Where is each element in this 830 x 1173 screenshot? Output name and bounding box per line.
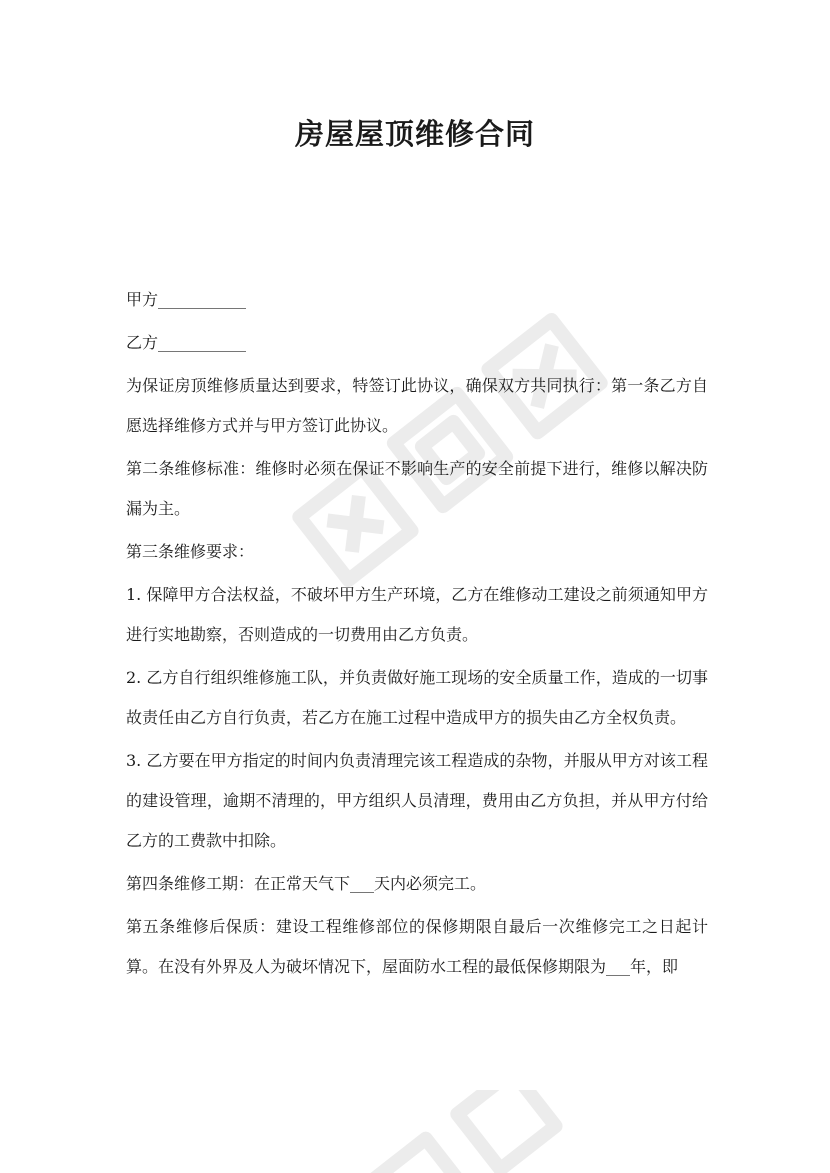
document-body xyxy=(126,280,708,990)
party-a-line: 甲方___________ xyxy=(126,290,247,309)
preamble-paragraph: 为保证房顶维修质量达到要求，特签订此协议，确保双方共同执行：第一条乙方自愿选择维修方式并与甲方签订此协议。 xyxy=(126,376,708,435)
document-title: 房屋屋顶维修合同 xyxy=(294,117,535,151)
article-3-item-3: 3. 乙方要在甲方指定的时间内负责清理完该工程造成的杂物，并服从甲方对该工程的建设管理，逾期不清理的，甲方组织人员清理，费用由乙方负担，并从甲方付给乙方的工费款中扣除。 xyxy=(126,751,708,850)
watermark-fragment-icon xyxy=(330,1090,590,1173)
article-2-paragraph: 第二条维修标准：维修时必须在保证不影响生产的安全前提下进行，维修以解决防漏为主。 xyxy=(126,459,708,518)
party-b-line: 乙方___________ xyxy=(126,333,247,352)
article-3-heading: 第三条维修要求： xyxy=(126,542,255,561)
article-3-item-1: 1. 保障甲方合法权益，不破坏甲方生产环境，乙方在维修动工建设之前须通知甲方进行实地勘察，否则造成的一切费用由乙方负责。 xyxy=(126,585,708,644)
article-4-paragraph: 第四条维修工期：在正常天气下___天内必须完工。 xyxy=(126,874,487,893)
article-5-paragraph: 第五条维修后保质：建设工程维修部位的保修期限自最后一次维修完工之日起计算。在没有外界及人为破坏情况下，屋面防水工程的最低保修期限为___年，即 xyxy=(126,917,708,976)
article-3-item-2: 2. 乙方自行组织维修施工队，并负责做好施工现场的安全质量工作，造成的一切事故责任由乙方自行负责，若乙方在施工过程中造成甲方的损失由乙方全权负责。 xyxy=(126,668,708,727)
